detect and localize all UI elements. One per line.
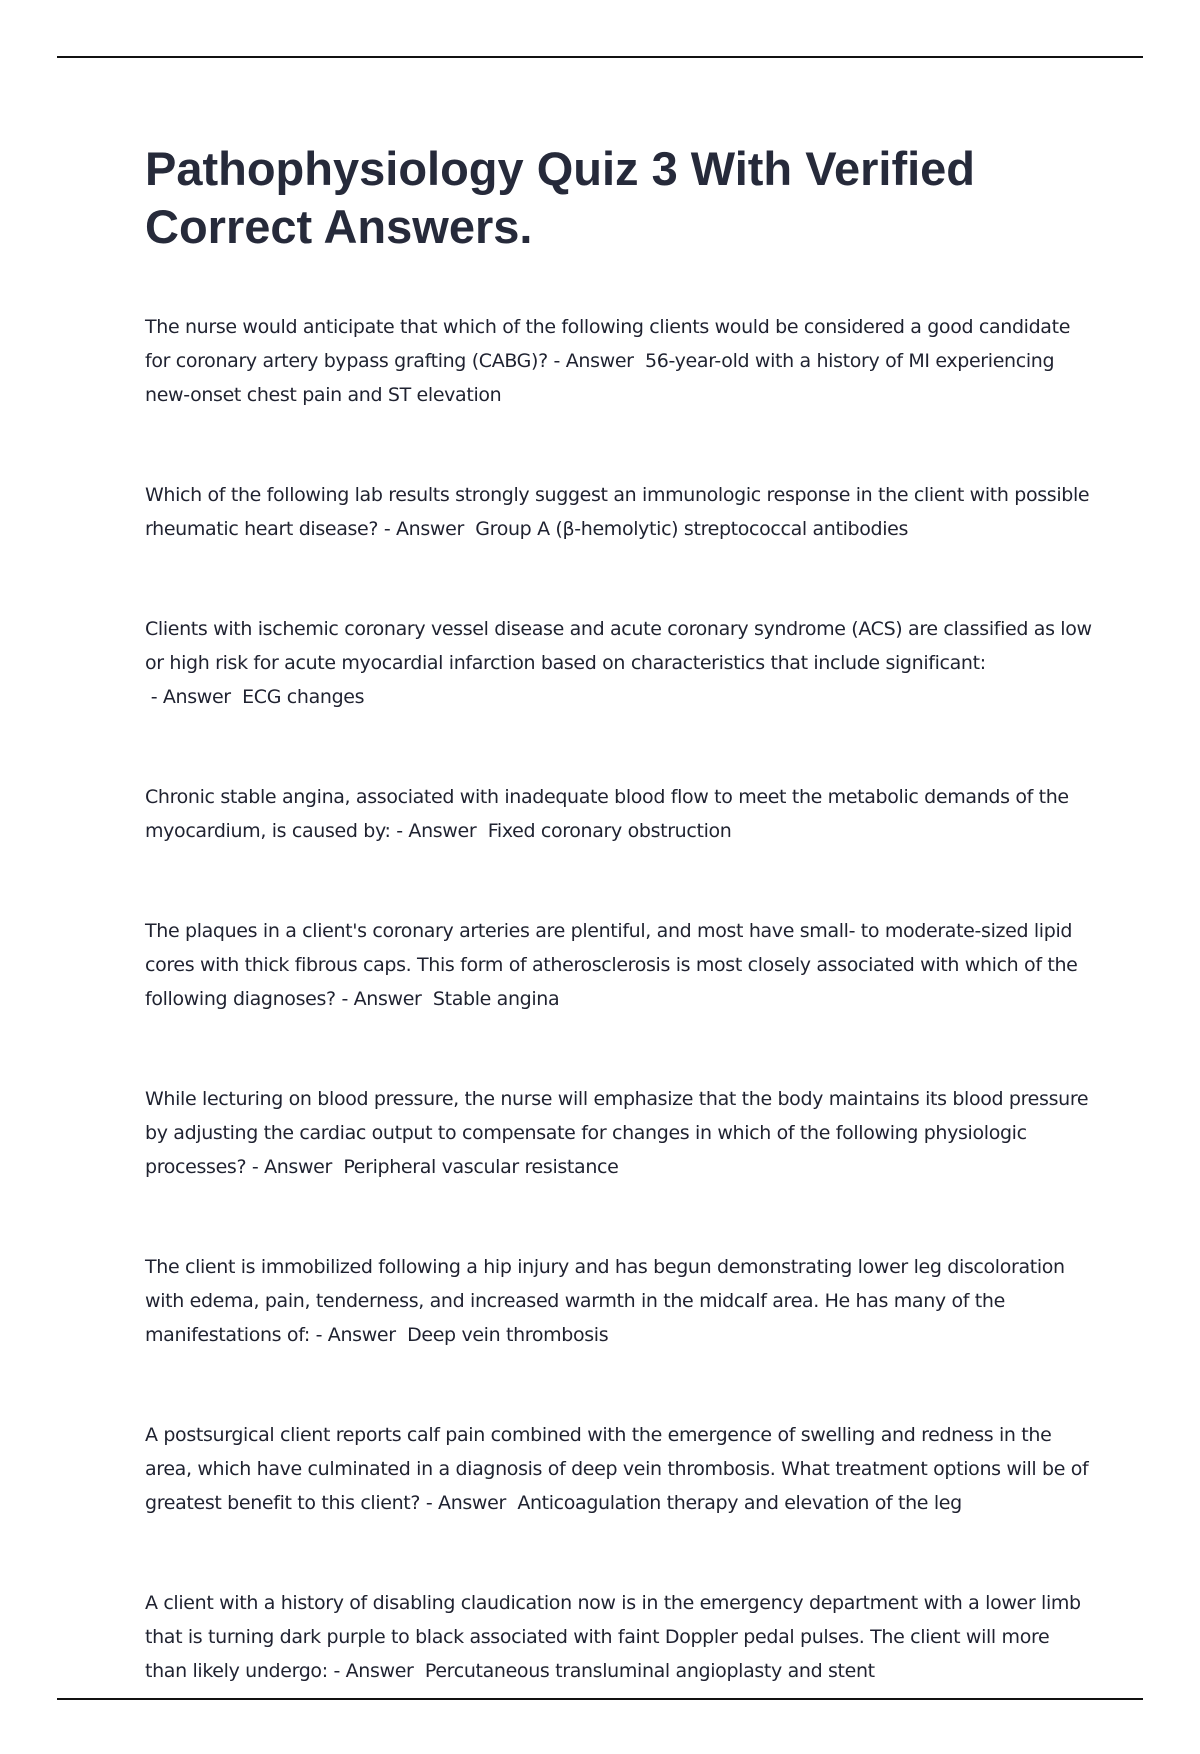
question-text: The client is immobilized following a hip injury and has begun demonstrating lower leg discoloration with edema, pain, tenderness, and increased warmth in the midcalf area. He has many of the manifestations of: <box>145 1256 1065 1346</box>
answer-text: Peripheral vascular resistance <box>343 1156 619 1178</box>
question-text: A postsurgical client reports calf pain combined with the emergence of swelling and redness in the area, which have culminated in a diagnosis of deep vein thrombosis. What treatment options will be of greatest benefit to this client? <box>145 1424 1089 1514</box>
answer-text: Deep vein thrombosis <box>407 1324 609 1346</box>
qa-item <box>145 478 1095 546</box>
top-rule <box>57 56 1143 58</box>
answer-separator: - Answer <box>309 1324 408 1346</box>
question-text: Clients with ischemic coronary vessel disease and acute coronary syndrome (ACS) are classified as low or high risk for acute myocardial infarction based on characteristics that include significant: <box>145 618 1092 674</box>
question-text: Chronic stable angina, associated with inadequate blood flow to meet the metabolic demands of the myocardium, is caused by: <box>145 786 1069 842</box>
qa-item <box>145 1418 1095 1520</box>
answer-separator: - Answer <box>378 518 476 540</box>
answer-text: ECG changes <box>242 686 365 708</box>
answer-text: 56-year-old with a history of MI experiencing new-onset chest pain and ST elevation <box>145 350 1055 406</box>
document-body <box>145 140 1095 1754</box>
answer-text: Percutaneous transluminal angioplasty and stent <box>424 1660 875 1682</box>
page-title: Pathophysiology Quiz 3 With Verified Correct Answers. <box>145 142 976 253</box>
answer-separator: - Answer <box>390 820 488 842</box>
answer-text: Group A (β-hemolytic) streptococcal antibodies <box>475 518 909 540</box>
qa-item <box>145 1586 1095 1688</box>
answer-separator: - Answer <box>246 1156 344 1178</box>
answer-separator: - Answer <box>420 1492 518 1514</box>
answer-separator: - Answer <box>335 988 433 1010</box>
question-text: A client with a history of disabling claudication now is in the emergency department with a lower limb that is turning dark purple to black associated with faint Doppler pedal pulses. The client will more than likely undergo: <box>145 1592 1081 1682</box>
answer-separator: - Answer <box>547 350 646 372</box>
answer-text: Stable angina <box>432 988 560 1010</box>
qa-item <box>145 1250 1095 1352</box>
answer-text: Fixed coronary obstruction <box>487 820 732 842</box>
qa-item <box>145 1082 1095 1184</box>
qa-item <box>145 612 1095 714</box>
question-text: The plaques in a client's coronary arteries are plentiful, and most have small- to moderate-sized lipid cores with thick fibrous caps. This form of atherosclerosis is most closely associated with which of the following diagnoses? <box>145 920 1078 1010</box>
question-text: Which of the following lab results strongly suggest an immunologic response in the client with possible rheumatic heart disease? <box>145 484 1090 540</box>
qa-item <box>145 780 1095 848</box>
qa-item <box>145 914 1095 1016</box>
answer-separator: - Answer <box>327 1660 425 1682</box>
qa-item <box>145 310 1095 412</box>
qa-list <box>145 310 1095 1688</box>
answer-separator: - Answer <box>145 686 243 708</box>
question-text: The nurse would anticipate that which of the following clients would be considered a good candidate for coronary artery bypass grafting (CABG)? <box>145 316 1071 372</box>
answer-text: Anticoagulation therapy and elevation of the leg <box>517 1492 962 1514</box>
question-text: While lecturing on blood pressure, the nurse will emphasize that the body maintains its blood pressure by adjusting the cardiac output to compensate for changes in which of the following physiologic processes? <box>145 1088 1089 1178</box>
